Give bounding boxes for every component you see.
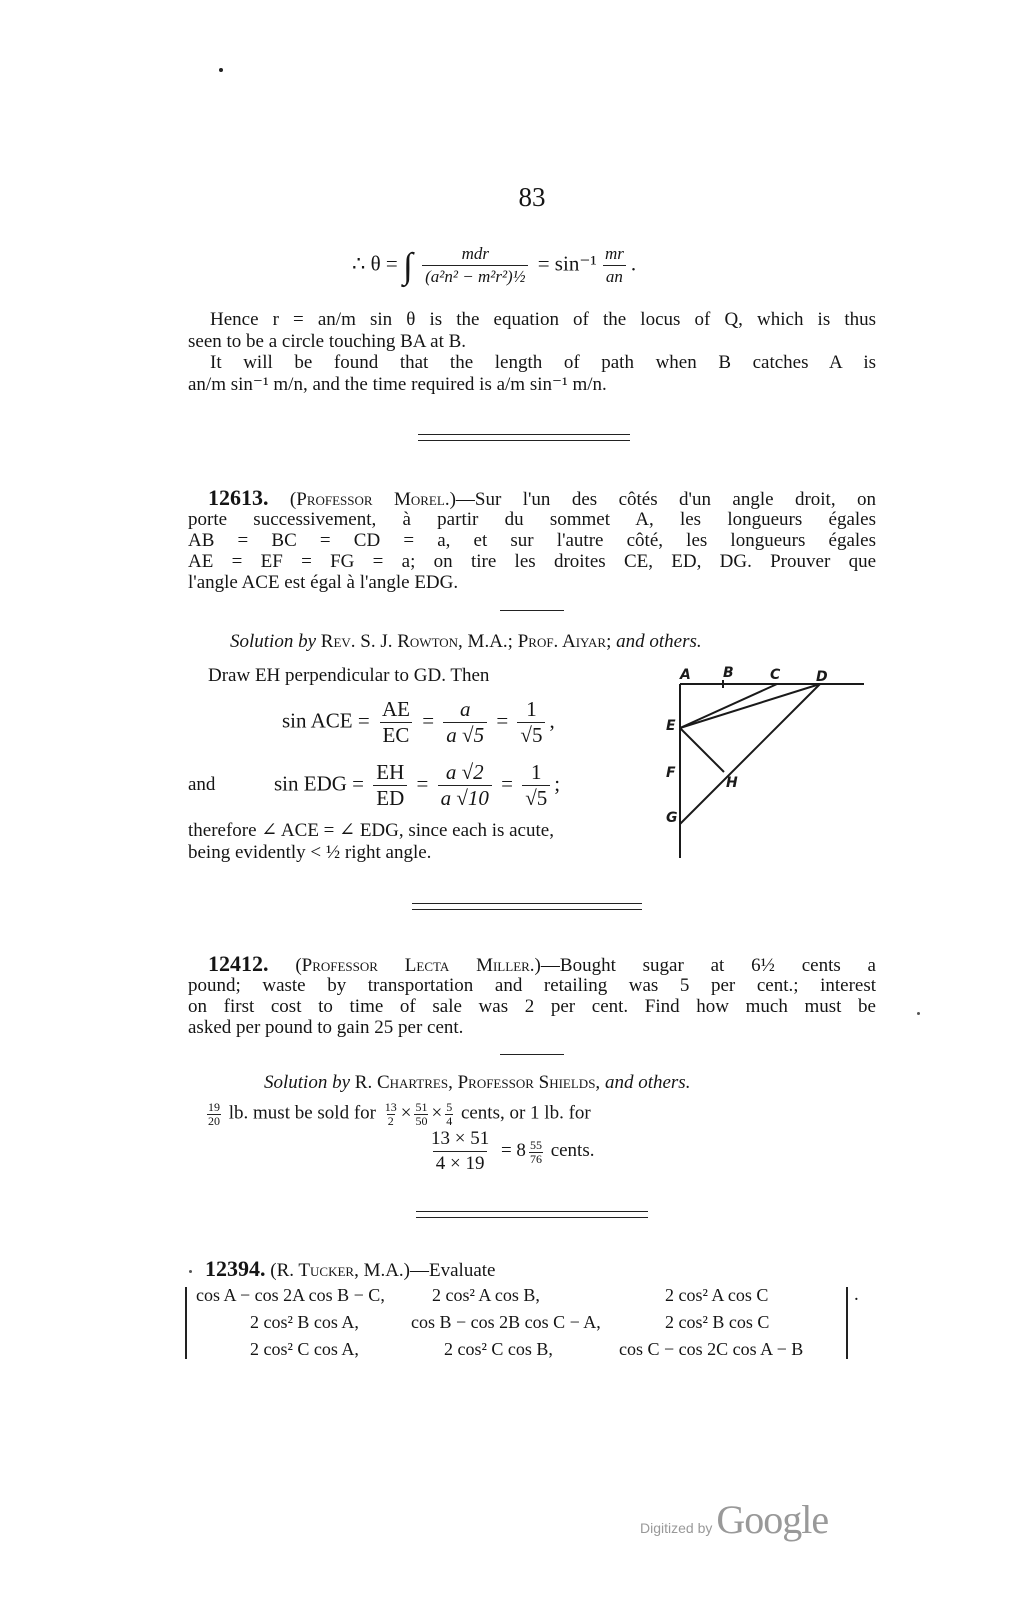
frac-den: √5 — [522, 785, 550, 810]
solution-prefix: Solution by — [264, 1072, 351, 1093]
frac-num: 1 — [531, 760, 542, 784]
frac-den: ED — [373, 785, 407, 810]
question-text: —Bought sugar at 6½ cents a — [540, 955, 876, 976]
question-text: —Sur l'un des côtés d'un angle droit, on — [455, 489, 877, 510]
result-unit: cents. — [550, 1139, 595, 1161]
label-f: F — [666, 765, 676, 781]
theta-fraction-2 — [602, 244, 627, 287]
solution-attribution — [230, 631, 850, 653]
line-ce — [680, 684, 777, 728]
theta-mid: = sin⁻¹ — [537, 251, 597, 276]
solution-solvers: R. Chartres, Professor Shields, — [354, 1072, 601, 1093]
det-cell: 2 cos² B cos C — [665, 1312, 770, 1332]
result-fraction — [428, 1128, 492, 1175]
sol-text-1: lb. must be sold for — [228, 1102, 376, 1124]
question-12412-line-3: on first cost to time of sale was 2 per cent. Find how much must be — [188, 996, 876, 1017]
sin-edg-lhs: sin EDG = — [274, 771, 365, 796]
frac-19-20 — [205, 1101, 223, 1127]
question-12613-line-2: porte successivement, à partir du sommet A, les longueurs égales — [188, 509, 876, 530]
frac-5-4 — [443, 1101, 455, 1127]
question-12613-line-3: AB = BC = CD = a, et sur l'autre côté, les longueurs égales — [188, 530, 876, 551]
continuation-line-1: Hence r = an/m sin θ is the equation of the locus of Q, which is thus — [210, 309, 876, 330]
theta-num-2: mr — [604, 244, 624, 263]
sin-edg-end: ; — [554, 771, 561, 796]
section-divider — [416, 1211, 648, 1212]
solution-draw-line: Draw EH perpendicular to GD. Then — [208, 665, 490, 686]
sin-edg-equation: sin EDG = $\frac{EH}{ED}$ = $\frac{a √2}{a √10}$ = $\frac{1}{√5}$ ; — [274, 760, 561, 810]
label-c: C — [770, 667, 781, 683]
conclusion-line-1: therefore ∠ ACE = ∠ EDG, since each is acute, — [188, 820, 554, 841]
theta-den-2: an — [603, 265, 626, 287]
sin-ace-lhs: sin ACE = — [282, 708, 370, 733]
google-logo: Google — [716, 1497, 829, 1542]
sin-ace-frac-1 — [379, 698, 413, 747]
frac-num: a — [459, 697, 471, 721]
frac-den: 76 — [529, 1151, 542, 1166]
det-cell: 2 cos² B cos A, — [250, 1312, 359, 1332]
frac-num: 55 — [529, 1137, 542, 1152]
result-eq: = 8 — [500, 1139, 526, 1161]
solution-solvers: Rev. S. J. Rowton, M.A.; Prof. Aiyar; — [320, 631, 612, 652]
frac-den: 2 — [387, 1114, 394, 1128]
frac-den: 20 — [208, 1114, 220, 1128]
solution-prefix: Solution by — [230, 631, 317, 652]
solution-attribution — [264, 1072, 690, 1094]
continuation-line-3: It will be found that the length of path when B catches A is — [210, 352, 876, 373]
frac-51-50 — [412, 1101, 430, 1127]
question-12412-line-2: pound; waste by transportation and retailing was 5 per cent.; interest — [188, 975, 876, 996]
determinant-bar-left — [185, 1287, 187, 1359]
times-sign: × — [431, 1102, 443, 1124]
section-divider — [416, 1217, 648, 1218]
question-number: 12613. — [208, 485, 269, 510]
question-author: (Professor Lecta Miller.) — [295, 955, 541, 976]
page-number: 83 — [518, 182, 546, 212]
det-cell: 2 cos² C cos A, — [250, 1339, 359, 1359]
question-12412-line-4: asked per pound to gain 25 per cent. — [188, 1017, 464, 1038]
label-a: A — [680, 667, 691, 683]
label-e: E — [666, 718, 676, 734]
solution-suffix: and others. — [616, 631, 702, 652]
sugar-result — [424, 1128, 594, 1175]
digitized-watermark — [640, 1496, 828, 1543]
question-12394-line-1 — [205, 1258, 495, 1282]
frac-den: √5 — [517, 722, 545, 747]
label-d: D — [816, 669, 828, 685]
frac-num: 5 — [446, 1100, 453, 1114]
det-cell: cos C − cos 2C cos A − B — [619, 1339, 804, 1359]
frac-num: AE — [381, 697, 410, 721]
det-cell: 2 cos² C cos B, — [444, 1339, 553, 1359]
question-12613-line-1 — [208, 487, 876, 511]
frac-num: 51 — [415, 1100, 428, 1114]
frac-den: a √10 — [438, 785, 492, 810]
label-b: B — [723, 665, 734, 681]
and-word: and — [188, 774, 216, 795]
continuation-line-2: seen to be a circle touching BA at B. — [188, 331, 467, 352]
question-number: 12412. — [208, 951, 269, 976]
sol-text-2: cents, or 1 lb. for — [460, 1102, 591, 1124]
determinant-bar-right — [846, 1287, 848, 1359]
question-author: (Professor Morel.) — [289, 489, 456, 510]
theta-num: mdr — [461, 244, 489, 263]
question-text: —Evaluate — [410, 1260, 496, 1281]
integral-sign: ∫ — [403, 245, 413, 286]
determinant-end: . — [854, 1284, 859, 1305]
theta-end: . — [630, 251, 637, 276]
watermark-prefix: Digitized by — [640, 1520, 713, 1536]
frac-num: EH — [376, 760, 405, 784]
angle-figure — [660, 660, 870, 865]
solution-divider — [500, 1054, 564, 1055]
label-g: G — [666, 810, 678, 826]
theta-fraction — [422, 244, 528, 287]
solution-divider — [500, 610, 564, 611]
line-eh — [680, 728, 724, 772]
det-cell: cos B − cos 2B cos C − A, — [411, 1312, 601, 1332]
theta-lhs: ∴ θ = — [352, 251, 398, 276]
section-divider — [412, 909, 642, 910]
sin-edg-frac-2 — [438, 761, 492, 810]
frac-den: 50 — [415, 1114, 428, 1128]
sin-ace-frac-3 — [517, 698, 545, 747]
frac-den: a √5 — [443, 722, 487, 747]
solution-suffix: and others. — [604, 1072, 691, 1093]
frac-13-2 — [382, 1101, 400, 1127]
question-number: 12394. — [205, 1256, 266, 1281]
section-divider — [418, 440, 630, 441]
label-h: H — [726, 775, 738, 791]
question-12412-line-1 — [208, 953, 876, 977]
sugar-solution-line — [204, 1101, 591, 1127]
speck — [219, 68, 223, 72]
frac-den: 4 — [446, 1114, 453, 1128]
theta-den: (a²n² − m²r²)½ — [422, 265, 528, 287]
det-cell: 2 cos² A cos B, — [432, 1285, 540, 1305]
sin-ace-equation: sin ACE = $\frac{AE}{EC}$ = $\frac{a}{a √5}$ = $\frac{1}{√5}$ , — [282, 697, 555, 747]
frac-den: EC — [380, 722, 413, 747]
result-small-fraction — [527, 1139, 545, 1165]
det-cell: 2 cos² A cos C — [665, 1285, 769, 1305]
frac-num: 13 — [384, 1100, 397, 1114]
det-cell: cos A − cos 2A cos B − C, — [196, 1285, 385, 1305]
sin-edg-frac-3 — [522, 761, 550, 810]
frac-num: 13 × 51 — [431, 1128, 490, 1149]
continuation-line-4: an/m sin⁻¹ m/n, and the time required is a/m sin⁻¹ m/n. — [188, 374, 607, 395]
frac-den: 4 × 19 — [433, 1151, 488, 1175]
times-sign: × — [400, 1102, 412, 1124]
sin-ace-frac-2 — [443, 698, 487, 747]
sin-edg-frac-1 — [373, 761, 407, 810]
question-12613-line-5: l'angle ACE est égal à l'angle EDG. — [188, 572, 459, 593]
question-author: (R. Tucker, M.A.) — [270, 1260, 411, 1281]
theta-equation — [352, 244, 636, 287]
speck — [917, 1012, 920, 1015]
frac-num: 1 — [526, 697, 537, 721]
conclusion-line-2: being evidently < ½ right angle. — [188, 842, 432, 863]
section-divider — [418, 434, 630, 435]
question-12613-line-4: AE = EF = FG = a; on tire les droites CE, ED, DG. Prouver que — [188, 551, 876, 572]
sin-ace-end: , — [549, 708, 555, 733]
frac-num: 19 — [208, 1100, 220, 1114]
section-divider — [412, 903, 642, 904]
frac-num: a √2 — [445, 760, 484, 784]
speck — [189, 1270, 192, 1273]
